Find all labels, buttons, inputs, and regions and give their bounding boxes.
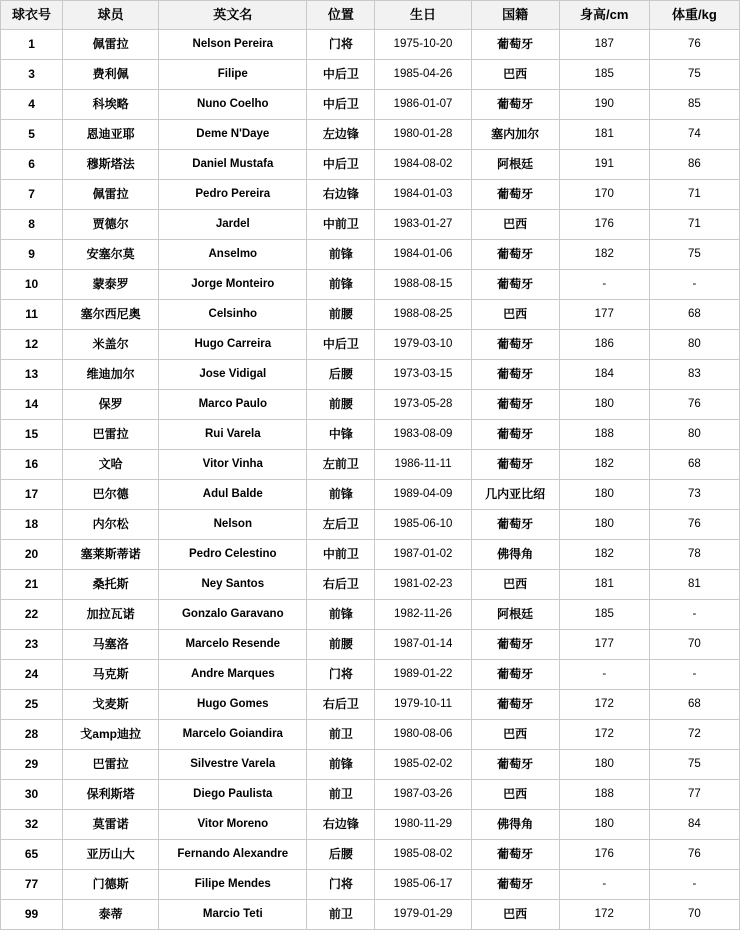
cell-player: 贾德尔	[63, 210, 159, 240]
cell-height: 172	[559, 690, 649, 720]
cell-height: 182	[559, 450, 649, 480]
cell-nationality: 巴西	[471, 570, 559, 600]
cell-weight: 68	[649, 450, 739, 480]
cell-weight: 83	[649, 360, 739, 390]
column-header-height: 身高/cm	[559, 1, 649, 30]
table-row	[1, 600, 740, 630]
cell-english-name: Pedro Pereira	[159, 180, 307, 210]
cell-nationality: 巴西	[471, 300, 559, 330]
table-row	[1, 360, 740, 390]
cell-player: 内尔松	[63, 510, 159, 540]
cell-position: 前卫	[307, 900, 375, 930]
cell-english-name: Silvestre Varela	[159, 750, 307, 780]
cell-player: 佩雷拉	[63, 180, 159, 210]
table-row	[1, 270, 740, 300]
table-row	[1, 540, 740, 570]
cell-weight: 73	[649, 480, 739, 510]
cell-position: 前锋	[307, 270, 375, 300]
cell-player: 穆斯塔法	[63, 150, 159, 180]
cell-english-name: Marcio Teti	[159, 900, 307, 930]
cell-player: 保利斯塔	[63, 780, 159, 810]
cell-shirt-number: 8	[1, 210, 63, 240]
cell-birthday: 1973-05-28	[375, 390, 471, 420]
cell-shirt-number: 11	[1, 300, 63, 330]
cell-player: 巴尔德	[63, 480, 159, 510]
column-header-birthday: 生日	[375, 1, 471, 30]
cell-height: 191	[559, 150, 649, 180]
column-header-weight: 体重/kg	[649, 1, 739, 30]
cell-nationality: 葡萄牙	[471, 870, 559, 900]
cell-shirt-number: 4	[1, 90, 63, 120]
cell-birthday: 1983-01-27	[375, 210, 471, 240]
cell-nationality: 巴西	[471, 210, 559, 240]
cell-weight: 71	[649, 210, 739, 240]
table-row	[1, 240, 740, 270]
cell-shirt-number: 15	[1, 420, 63, 450]
cell-shirt-number: 29	[1, 750, 63, 780]
cell-english-name: Deme N'Daye	[159, 120, 307, 150]
column-header-english-name: 英文名	[159, 1, 307, 30]
cell-weight: -	[649, 600, 739, 630]
cell-english-name: Hugo Gomes	[159, 690, 307, 720]
cell-position: 右后卫	[307, 690, 375, 720]
cell-position: 前锋	[307, 600, 375, 630]
cell-nationality: 葡萄牙	[471, 450, 559, 480]
cell-shirt-number: 14	[1, 390, 63, 420]
cell-shirt-number: 17	[1, 480, 63, 510]
table-row	[1, 690, 740, 720]
cell-height: 180	[559, 480, 649, 510]
cell-nationality: 巴西	[471, 780, 559, 810]
cell-birthday: 1980-08-06	[375, 720, 471, 750]
cell-birthday: 1984-01-03	[375, 180, 471, 210]
cell-height: 176	[559, 210, 649, 240]
cell-position: 前腰	[307, 300, 375, 330]
cell-nationality: 葡萄牙	[471, 420, 559, 450]
cell-weight: -	[649, 270, 739, 300]
cell-height: 181	[559, 570, 649, 600]
cell-player: 马塞洛	[63, 630, 159, 660]
cell-height: 172	[559, 720, 649, 750]
cell-english-name: Jorge Monteiro	[159, 270, 307, 300]
cell-height: 182	[559, 240, 649, 270]
cell-weight: 84	[649, 810, 739, 840]
cell-nationality: 葡萄牙	[471, 30, 559, 60]
cell-height: -	[559, 270, 649, 300]
cell-english-name: Gonzalo Garavano	[159, 600, 307, 630]
cell-player: 安塞尔莫	[63, 240, 159, 270]
cell-english-name: Filipe Mendes	[159, 870, 307, 900]
cell-birthday: 1985-02-02	[375, 750, 471, 780]
cell-position: 前卫	[307, 780, 375, 810]
cell-position: 中后卫	[307, 90, 375, 120]
cell-shirt-number: 16	[1, 450, 63, 480]
cell-english-name: Nelson Pereira	[159, 30, 307, 60]
cell-nationality: 葡萄牙	[471, 630, 559, 660]
cell-shirt-number: 1	[1, 30, 63, 60]
cell-english-name: Hugo Carreira	[159, 330, 307, 360]
cell-english-name: Nelson	[159, 510, 307, 540]
table-row	[1, 720, 740, 750]
cell-player: 加拉瓦诺	[63, 600, 159, 630]
cell-nationality: 佛得角	[471, 540, 559, 570]
cell-position: 左前卫	[307, 450, 375, 480]
cell-nationality: 葡萄牙	[471, 510, 559, 540]
cell-position: 前锋	[307, 480, 375, 510]
cell-player: 巴雷拉	[63, 750, 159, 780]
cell-shirt-number: 12	[1, 330, 63, 360]
cell-position: 门将	[307, 660, 375, 690]
cell-birthday: 1979-01-29	[375, 900, 471, 930]
cell-nationality: 巴西	[471, 900, 559, 930]
cell-weight: 68	[649, 300, 739, 330]
table-row	[1, 810, 740, 840]
cell-player: 蒙泰罗	[63, 270, 159, 300]
cell-birthday: 1980-01-28	[375, 120, 471, 150]
cell-height: 184	[559, 360, 649, 390]
cell-nationality: 佛得角	[471, 810, 559, 840]
cell-position: 后腰	[307, 840, 375, 870]
table-row	[1, 390, 740, 420]
cell-english-name: Fernando Alexandre	[159, 840, 307, 870]
cell-position: 前腰	[307, 630, 375, 660]
column-header-position: 位置	[307, 1, 375, 30]
cell-position: 右后卫	[307, 570, 375, 600]
cell-birthday: 1987-01-14	[375, 630, 471, 660]
table-row	[1, 90, 740, 120]
table-row	[1, 900, 740, 930]
table-row	[1, 840, 740, 870]
cell-birthday: 1985-08-02	[375, 840, 471, 870]
cell-position: 前腰	[307, 390, 375, 420]
cell-position: 中前卫	[307, 540, 375, 570]
cell-birthday: 1988-08-25	[375, 300, 471, 330]
cell-birthday: 1986-11-11	[375, 450, 471, 480]
cell-weight: 76	[649, 510, 739, 540]
column-header-shirt-number: 球衣号	[1, 1, 63, 30]
cell-player: 塞尔西尼奥	[63, 300, 159, 330]
cell-weight: 80	[649, 330, 739, 360]
cell-position: 门将	[307, 30, 375, 60]
cell-shirt-number: 65	[1, 840, 63, 870]
cell-shirt-number: 32	[1, 810, 63, 840]
cell-height: 176	[559, 840, 649, 870]
table-row	[1, 330, 740, 360]
table-row	[1, 150, 740, 180]
cell-height: 170	[559, 180, 649, 210]
cell-birthday: 1987-01-02	[375, 540, 471, 570]
cell-shirt-number: 9	[1, 240, 63, 270]
cell-nationality: 阿根廷	[471, 600, 559, 630]
cell-shirt-number: 7	[1, 180, 63, 210]
cell-height: 180	[559, 390, 649, 420]
cell-height: -	[559, 870, 649, 900]
cell-english-name: Andre Marques	[159, 660, 307, 690]
cell-height: 177	[559, 300, 649, 330]
table-row	[1, 30, 740, 60]
column-header-player: 球员	[63, 1, 159, 30]
cell-shirt-number: 24	[1, 660, 63, 690]
cell-weight: 75	[649, 750, 739, 780]
cell-birthday: 1985-06-17	[375, 870, 471, 900]
cell-birthday: 1984-08-02	[375, 150, 471, 180]
cell-position: 中前卫	[307, 210, 375, 240]
column-header-nationality: 国籍	[471, 1, 559, 30]
cell-shirt-number: 22	[1, 600, 63, 630]
cell-position: 中后卫	[307, 150, 375, 180]
cell-nationality: 葡萄牙	[471, 360, 559, 390]
table-row	[1, 870, 740, 900]
cell-birthday: 1989-04-09	[375, 480, 471, 510]
cell-birthday: 1982-11-26	[375, 600, 471, 630]
cell-weight: 76	[649, 30, 739, 60]
cell-shirt-number: 21	[1, 570, 63, 600]
table-row	[1, 630, 740, 660]
cell-english-name: Vitor Vinha	[159, 450, 307, 480]
table-header-row	[1, 1, 740, 30]
cell-player: 亚历山大	[63, 840, 159, 870]
table-header	[1, 1, 740, 30]
table-row	[1, 450, 740, 480]
cell-position: 前锋	[307, 240, 375, 270]
cell-shirt-number: 5	[1, 120, 63, 150]
cell-english-name: Filipe	[159, 60, 307, 90]
cell-shirt-number: 13	[1, 360, 63, 390]
cell-weight: 86	[649, 150, 739, 180]
cell-shirt-number: 10	[1, 270, 63, 300]
cell-english-name: Vitor Moreno	[159, 810, 307, 840]
cell-height: 180	[559, 750, 649, 780]
cell-position: 中后卫	[307, 60, 375, 90]
cell-shirt-number: 25	[1, 690, 63, 720]
cell-height: 181	[559, 120, 649, 150]
cell-player: 恩迪亚耶	[63, 120, 159, 150]
cell-weight: 77	[649, 780, 739, 810]
cell-height: 180	[559, 810, 649, 840]
cell-english-name: Pedro Celestino	[159, 540, 307, 570]
cell-player: 马克斯	[63, 660, 159, 690]
cell-height: 172	[559, 900, 649, 930]
cell-english-name: Jose Vidigal	[159, 360, 307, 390]
table-row	[1, 210, 740, 240]
cell-nationality: 葡萄牙	[471, 240, 559, 270]
cell-nationality: 葡萄牙	[471, 390, 559, 420]
cell-birthday: 1979-10-11	[375, 690, 471, 720]
cell-birthday: 1987-03-26	[375, 780, 471, 810]
cell-shirt-number: 30	[1, 780, 63, 810]
cell-birthday: 1988-08-15	[375, 270, 471, 300]
cell-weight: 75	[649, 60, 739, 90]
cell-english-name: Marcelo Resende	[159, 630, 307, 660]
cell-height: 180	[559, 510, 649, 540]
table-row	[1, 420, 740, 450]
cell-english-name: Daniel Mustafa	[159, 150, 307, 180]
table-row	[1, 780, 740, 810]
table-row	[1, 120, 740, 150]
cell-weight: 76	[649, 840, 739, 870]
cell-birthday: 1980-11-29	[375, 810, 471, 840]
cell-english-name: Marcelo Goiandira	[159, 720, 307, 750]
table-row	[1, 180, 740, 210]
cell-height: 188	[559, 420, 649, 450]
cell-player: 巴雷拉	[63, 420, 159, 450]
cell-shirt-number: 18	[1, 510, 63, 540]
cell-position: 右边锋	[307, 810, 375, 840]
cell-nationality: 葡萄牙	[471, 270, 559, 300]
table-row	[1, 510, 740, 540]
cell-shirt-number: 20	[1, 540, 63, 570]
cell-player: 戈麦斯	[63, 690, 159, 720]
cell-english-name: Adul Balde	[159, 480, 307, 510]
cell-english-name: Celsinho	[159, 300, 307, 330]
cell-birthday: 1981-02-23	[375, 570, 471, 600]
cell-weight: 80	[649, 420, 739, 450]
cell-nationality: 葡萄牙	[471, 690, 559, 720]
cell-birthday: 1986-01-07	[375, 90, 471, 120]
cell-english-name: Jardel	[159, 210, 307, 240]
table-row	[1, 570, 740, 600]
cell-player: 米盖尔	[63, 330, 159, 360]
cell-birthday: 1973-03-15	[375, 360, 471, 390]
cell-weight: 78	[649, 540, 739, 570]
cell-position: 后腰	[307, 360, 375, 390]
cell-shirt-number: 99	[1, 900, 63, 930]
cell-shirt-number: 6	[1, 150, 63, 180]
cell-height: -	[559, 660, 649, 690]
cell-english-name: Diego Paulista	[159, 780, 307, 810]
table-row	[1, 300, 740, 330]
cell-height: 182	[559, 540, 649, 570]
cell-player: 泰蒂	[63, 900, 159, 930]
table-row	[1, 750, 740, 780]
cell-player: 莫雷诺	[63, 810, 159, 840]
cell-height: 185	[559, 60, 649, 90]
cell-player: 桑托斯	[63, 570, 159, 600]
cell-birthday: 1985-06-10	[375, 510, 471, 540]
cell-height: 185	[559, 600, 649, 630]
cell-english-name: Rui Varela	[159, 420, 307, 450]
cell-weight: -	[649, 870, 739, 900]
table-row	[1, 660, 740, 690]
cell-nationality: 葡萄牙	[471, 330, 559, 360]
cell-player: 佩雷拉	[63, 30, 159, 60]
cell-player: 文哈	[63, 450, 159, 480]
cell-weight: -	[649, 660, 739, 690]
cell-position: 中后卫	[307, 330, 375, 360]
cell-shirt-number: 28	[1, 720, 63, 750]
cell-nationality: 葡萄牙	[471, 180, 559, 210]
cell-birthday: 1984-01-06	[375, 240, 471, 270]
cell-birthday: 1985-04-26	[375, 60, 471, 90]
cell-player: 保罗	[63, 390, 159, 420]
cell-position: 前卫	[307, 720, 375, 750]
cell-nationality: 葡萄牙	[471, 90, 559, 120]
cell-weight: 75	[649, 240, 739, 270]
cell-weight: 76	[649, 390, 739, 420]
cell-player: 门德斯	[63, 870, 159, 900]
cell-weight: 72	[649, 720, 739, 750]
cell-weight: 70	[649, 900, 739, 930]
cell-nationality: 葡萄牙	[471, 660, 559, 690]
cell-position: 门将	[307, 870, 375, 900]
cell-weight: 70	[649, 630, 739, 660]
cell-nationality: 几内亚比绍	[471, 480, 559, 510]
cell-nationality: 葡萄牙	[471, 750, 559, 780]
cell-height: 188	[559, 780, 649, 810]
cell-birthday: 1983-08-09	[375, 420, 471, 450]
table-row	[1, 60, 740, 90]
cell-position: 左边锋	[307, 120, 375, 150]
cell-height: 177	[559, 630, 649, 660]
cell-nationality: 巴西	[471, 720, 559, 750]
cell-weight: 71	[649, 180, 739, 210]
cell-birthday: 1989-01-22	[375, 660, 471, 690]
cell-birthday: 1975-10-20	[375, 30, 471, 60]
table-row	[1, 480, 740, 510]
cell-shirt-number: 77	[1, 870, 63, 900]
cell-english-name: Nuno Coelho	[159, 90, 307, 120]
cell-player: 塞莱斯蒂诺	[63, 540, 159, 570]
cell-shirt-number: 23	[1, 630, 63, 660]
cell-height: 190	[559, 90, 649, 120]
cell-weight: 68	[649, 690, 739, 720]
cell-height: 187	[559, 30, 649, 60]
cell-weight: 81	[649, 570, 739, 600]
cell-english-name: Marco Paulo	[159, 390, 307, 420]
cell-nationality: 葡萄牙	[471, 840, 559, 870]
cell-shirt-number: 3	[1, 60, 63, 90]
cell-english-name: Ney Santos	[159, 570, 307, 600]
cell-english-name: Anselmo	[159, 240, 307, 270]
cell-position: 左后卫	[307, 510, 375, 540]
table-body	[1, 30, 740, 930]
cell-player: 戈amp迪拉	[63, 720, 159, 750]
cell-player: 科埃略	[63, 90, 159, 120]
cell-player: 费利佩	[63, 60, 159, 90]
cell-position: 前锋	[307, 750, 375, 780]
cell-nationality: 巴西	[471, 60, 559, 90]
cell-weight: 74	[649, 120, 739, 150]
cell-nationality: 阿根廷	[471, 150, 559, 180]
cell-height: 186	[559, 330, 649, 360]
cell-position: 右边锋	[307, 180, 375, 210]
cell-position: 中锋	[307, 420, 375, 450]
cell-player: 维迪加尔	[63, 360, 159, 390]
cell-weight: 85	[649, 90, 739, 120]
cell-nationality: 塞内加尔	[471, 120, 559, 150]
cell-birthday: 1979-03-10	[375, 330, 471, 360]
